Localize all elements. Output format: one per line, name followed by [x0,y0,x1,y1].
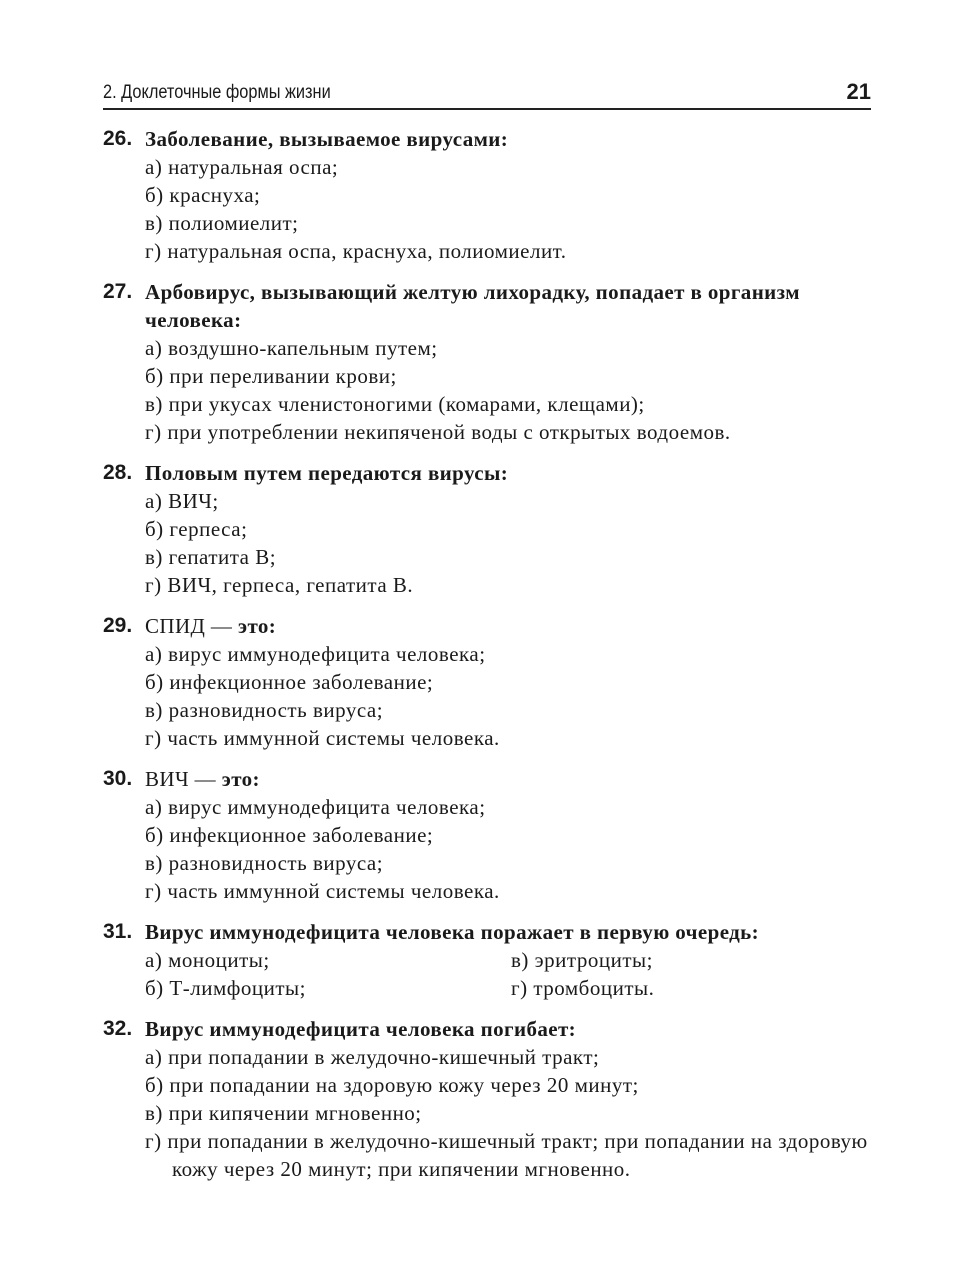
question-prompt [103,125,871,153]
question-number: 29. [103,614,133,637]
question-text: Вирус иммунодефицита человека поражает в первую очередь: [145,920,760,944]
answer-option: г) часть иммунной системы человека. [145,726,500,750]
answer-option: а) вирус иммунодефицита человека; [145,642,486,666]
question-32 [103,1015,871,1183]
answer-option: в) эритроциты; [511,948,653,972]
answer-option: г) натуральная оспа, краснуха, полиомиелит. [145,239,567,263]
question-text: Арбовирус, вызывающий желтую лихорадку, попадает в организм человека: [145,280,800,332]
question-prompt [103,1015,871,1043]
question-29 [103,612,871,752]
answer-option: г) ВИЧ, герпеса, гепатита B. [145,573,414,597]
answer-options [103,334,871,446]
answer-option: в) полиомиелит; [145,211,299,235]
answer-options [103,153,871,265]
answer-option: г) при попадании в желудочно-кишечный тракт; при попадании на здоровую кожу через 20 минут; при кипячении мгновенно. [145,1129,868,1181]
answer-option: б) при попадании на здоровую кожу через 20 минут; [145,1073,639,1097]
question-prompt [103,765,871,793]
answer-option: а) вирус иммунодефицита человека; [145,795,486,819]
question-prompt [103,278,871,334]
answer-option: а) ВИЧ; [145,489,219,513]
answer-option: а) моноциты; [145,948,270,972]
answer-option: в) при кипячении мгновенно; [145,1101,422,1125]
page-number: 21 [846,79,871,104]
section-title: 2. Доклеточные формы жизни [103,82,331,103]
answer-option: а) воздушно-капельным путем; [145,336,438,360]
answer-option: г) часть иммунной системы человека. [145,879,500,903]
running-head [103,78,871,110]
answer-options [103,640,871,752]
answer-options [103,1043,871,1183]
question-27 [103,278,871,446]
question-number: 26. [103,127,133,150]
question-term: СПИД — [145,614,238,638]
answer-option: в) разновидность вируса; [145,851,384,875]
question-prompt [103,918,871,946]
question-26 [103,125,871,265]
answer-option: б) инфекционное заболевание; [145,670,434,694]
question-number: 27. [103,280,133,303]
answer-option: а) натуральная оспа; [145,155,339,179]
answer-options [103,946,871,1002]
question-text: это: [237,614,277,638]
answer-option: б) при переливании крови; [145,364,397,388]
answer-option: в) гепатита B; [145,545,277,569]
question-list [103,125,871,1196]
answer-options [103,793,871,905]
question-prompt [103,612,871,640]
question-28 [103,459,871,599]
answer-option: в) разновидность вируса; [145,698,384,722]
question-number: 28. [103,461,133,484]
answer-option: в) при укусах членистоногими (комарами, клещами); [145,392,645,416]
answer-option: г) при употреблении некипяченой воды с открытых водоемов. [145,420,731,444]
answer-option: б) Т-лимфоциты; [145,976,306,1000]
question-30 [103,765,871,905]
question-text: Заболевание, вызываемое вирусами: [145,127,509,151]
question-text: это: [221,767,260,791]
question-31 [103,918,871,1002]
question-prompt [103,459,871,487]
answer-option: б) инфекционное заболевание; [145,823,434,847]
question-number: 31. [103,920,133,943]
question-number: 32. [103,1017,133,1040]
answer-option: б) герпеса; [145,517,248,541]
question-term: ВИЧ — [145,767,222,791]
question-text: Вирус иммунодефицита человека погибает: [145,1017,577,1041]
answer-option: г) тромбоциты. [511,976,655,1000]
answer-option: б) краснуха; [145,183,261,207]
question-text: Половым путем передаются вирусы: [145,461,509,485]
answer-options [103,487,871,599]
answer-option: а) при попадании в желудочно-кишечный тракт; [145,1045,600,1069]
question-number: 30. [103,767,133,790]
